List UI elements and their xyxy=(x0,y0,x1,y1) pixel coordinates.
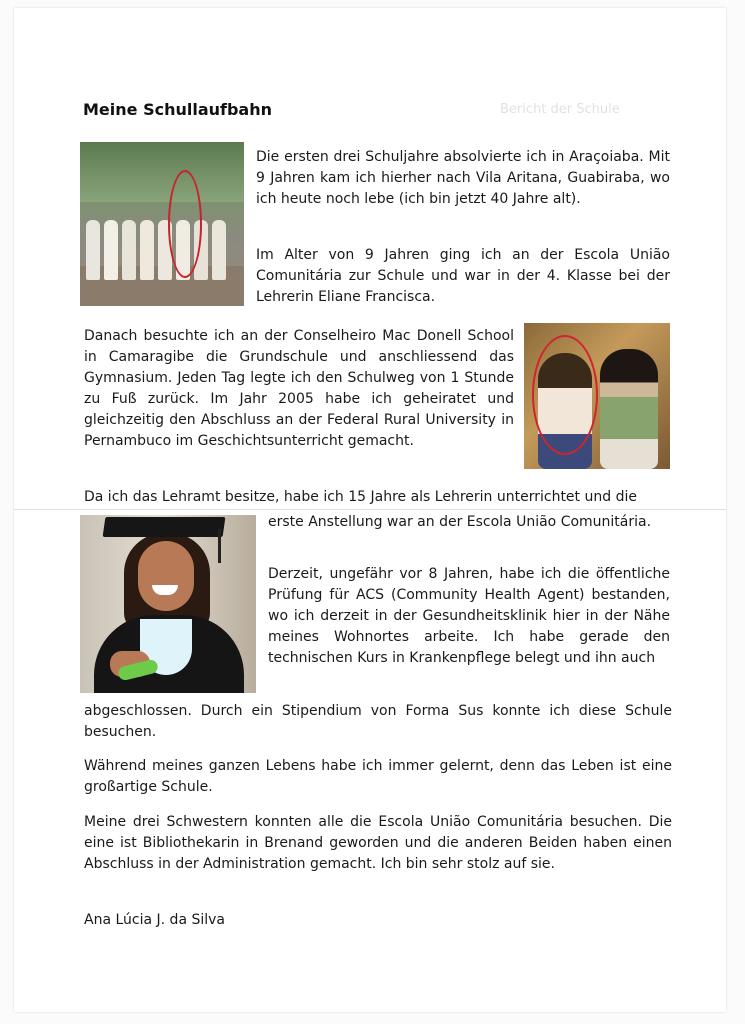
red-circle-annotation xyxy=(168,170,202,278)
paragraph-3: Danach besuchte ich an der Conselheiro Mac Donell School in Camaragibe die Grundschule und anschliessend das Gymnasium. Jeden Tag legte ich den Schulweg von 1 Stunde zu Fuß zurück. Im Jahr 2005 habe ich geheiratet und gleichzeitig den Abschluss an der Federal Rural University in Pernambuco im Geschichtsunterricht gemacht. xyxy=(84,328,514,449)
class-group-photo xyxy=(80,142,244,306)
paragraph-1: Die ersten drei Schuljahre absolvierte ich in Araçoiaba. Mit 9 Jahren kam ich hierher nach Vila Aritana, Guabiraba, wo ich heute noch lebe (ich bin jetzt 40 Jahre alt). xyxy=(256,149,670,207)
bleed-through-heading: Bericht der Schule xyxy=(500,102,620,117)
graduation-cap xyxy=(103,517,226,537)
author-signature: Ana Lúcia J. da Silva xyxy=(84,912,225,928)
red-circle-annotation xyxy=(532,335,598,455)
paragraph-8: Während meines ganzen Lebens habe ich immer gelernt, denn das Leben ist eine großartige Schule. xyxy=(84,758,672,795)
paragraph-6: Derzeit, ungefähr vor 8 Jahren, habe ich die öffentliche Prüfung für ACS (Community Health Agent) bestanden, wo ich derzeit in der Gesundheitsklinik hier in der Nähe meines Wohnortes arbeite. Ich habe gerade den technischen Kurs in Krankenpflege belegt und ihn auch xyxy=(268,566,670,666)
graduation-photo xyxy=(80,515,256,693)
paragraph-7: abgeschlossen. Durch ein Stipendium von Forma Sus konnte ich diese Schule besuchen. xyxy=(84,703,672,740)
paragraph-9: Meine drei Schwestern konnten alle die Escola União Comunitária besuchen. Die eine ist Bibliothekarin in Brenand geworden und die anderen Beiden haben einen Abschluss in der Administration gemacht. Ich bin sehr stolz auf sie. xyxy=(84,814,672,872)
paragraph-2: Im Alter von 9 Jahren ging ich an der Escola União Comunitária zur Schule und war in der 4. Klasse bei der Lehrerin Eliane Francisca. xyxy=(256,247,670,305)
two-girls-photo xyxy=(524,323,670,469)
fold-line xyxy=(14,509,726,510)
document-title: Meine Schullaufbahn xyxy=(83,100,273,119)
paragraph-5: erste Anstellung war an der Escola União Comunitária. xyxy=(268,514,652,530)
paragraph-4: Da ich das Lehramt besitze, habe ich 15 Jahre als Lehrerin unterrichtet und die xyxy=(84,489,637,505)
